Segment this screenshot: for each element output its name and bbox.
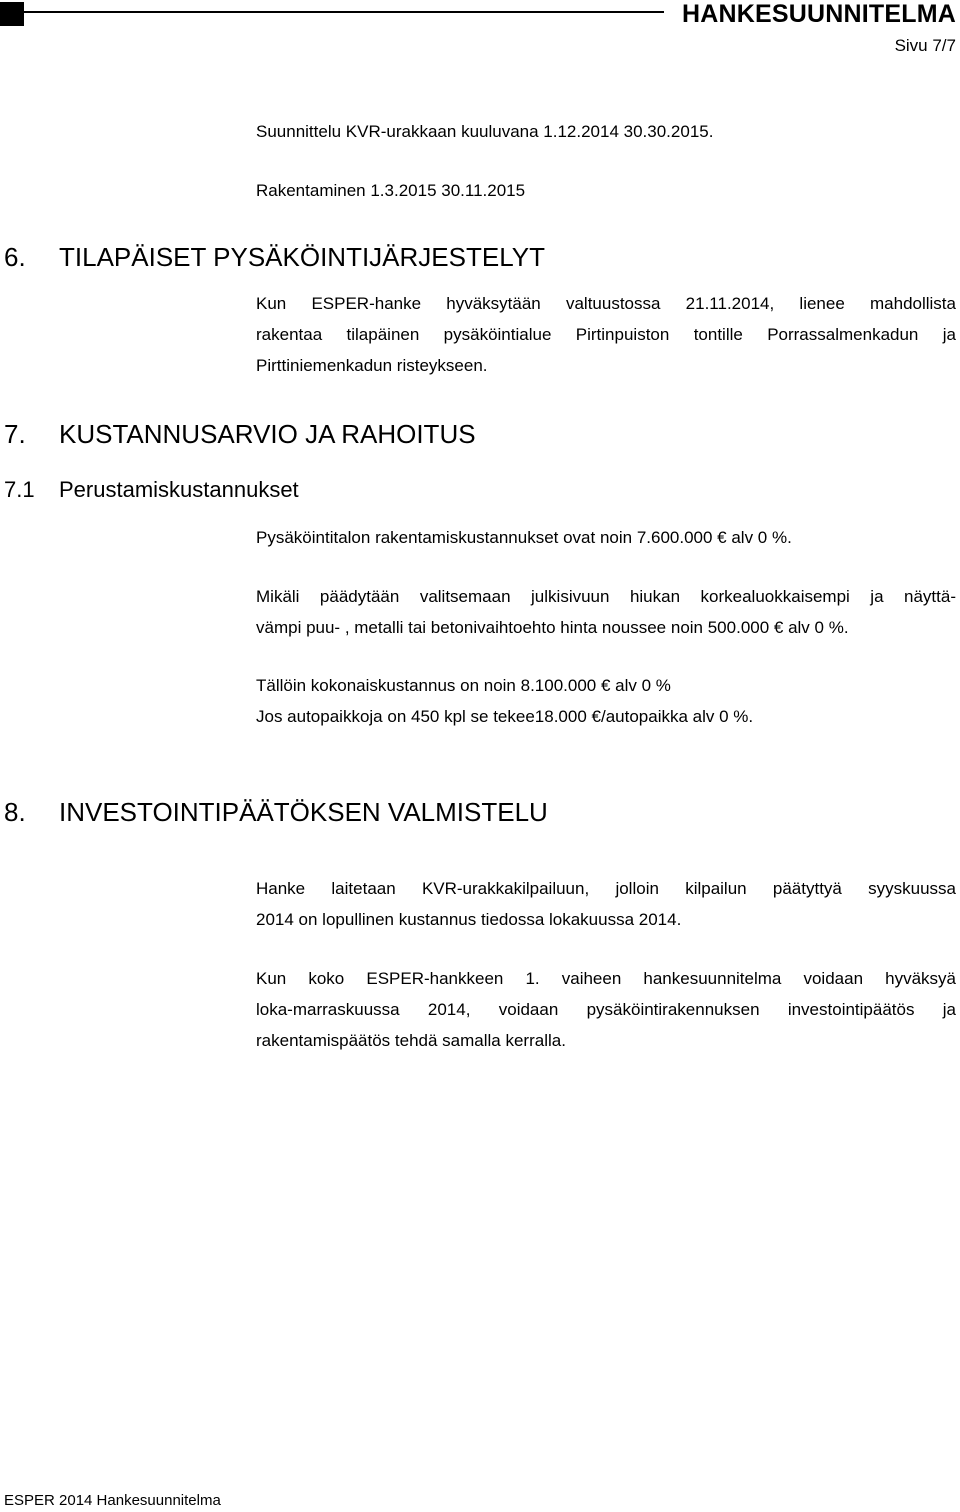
section-6-title: TILAPÄISET PYSÄKÖINTIJÄRJESTELYT <box>59 242 545 272</box>
header-rule <box>24 11 664 13</box>
paragraph-line: Hanke laitetaan KVR-urakkakilpailuun, jolloin kilpailun päätyttyä syyskuussa <box>256 879 956 898</box>
paragraph-line: rakentaa tilapäinen pysäköintialue Pirtinpuiston tontille Porrassalmenkadun ja <box>256 325 956 344</box>
section-7-1-title: Perustamiskustannukset <box>59 477 299 502</box>
paragraph-line: Jos autopaikkoja on 450 kpl se tekee18.000 €/autopaikka alv 0 %. <box>256 707 754 726</box>
paragraph-line: Pirttiniemenkadun risteykseen. <box>256 356 488 375</box>
section-8-title: INVESTOINTIPÄÄTÖKSEN VALMISTELU <box>59 797 548 827</box>
paragraph-line: Tällöin kokonaiskustannus on noin 8.100.000 € alv 0 % <box>256 676 671 695</box>
section-6-heading <box>4 242 545 273</box>
paragraph-line: vämpi puu- , metalli tai betonivaihtoehto hinta noussee noin 500.000 € alv 0 %. <box>256 618 849 637</box>
schedule-design: Suunnittelu KVR-urakkaan kuuluvana 1.12.2014 30.30.2015. <box>256 122 714 141</box>
section-8-heading <box>4 797 548 828</box>
page-footer: ESPER 2014 Hankesuunnitelma <box>4 1492 221 1509</box>
paragraph-line: Kun ESPER-hanke hyväksytään valtuustossa 21.11.2014, lienee mahdollista <box>256 294 956 313</box>
section-6-paragraph <box>256 288 956 381</box>
schedule-build: Rakentaminen 1.3.2015 30.11.2015 <box>256 181 526 200</box>
section-7-title: KUSTANNUSARVIO JA RAHOITUS <box>59 419 476 449</box>
investment-paragraph-2 <box>256 963 956 1056</box>
header-square-marker <box>0 2 24 26</box>
page-number: Sivu 7/7 <box>894 36 956 55</box>
section-8-number: 8. <box>4 797 26 827</box>
section-7-number: 7. <box>4 419 26 449</box>
section-6-number: 6. <box>4 242 26 272</box>
paragraph-line: Kun koko ESPER-hankkeen 1. vaiheen hankesuunnitelma voidaan hyväksyä <box>256 969 956 988</box>
cost-paragraph-1: Pysäköintitalon rakentamiskustannukset ovat noin 7.600.000 € alv 0 %. <box>256 528 792 547</box>
section-7-1-heading <box>4 477 299 503</box>
investment-paragraph-1 <box>256 873 956 935</box>
paragraph-line: Mikäli päädytään valitsemaan julkisivuun hiukan korkealuokkaisempi ja näyttä- <box>256 587 956 606</box>
section-7-1-number: 7.1 <box>4 477 35 502</box>
paragraph-line: loka-marraskuussa 2014, voidaan pysäköintirakennuksen investointipäätös ja <box>256 1000 956 1019</box>
document-title: HANKESUUNNITELMA <box>681 0 956 28</box>
section-7-heading <box>4 419 476 450</box>
cost-paragraph-2 <box>256 581 956 643</box>
paragraph-line: 2014 on lopullinen kustannus tiedossa lokakuussa 2014. <box>256 910 682 929</box>
paragraph-line: rakentamispäätös tehdä samalla kerralla. <box>256 1031 566 1050</box>
cost-paragraph-3 <box>256 670 753 732</box>
